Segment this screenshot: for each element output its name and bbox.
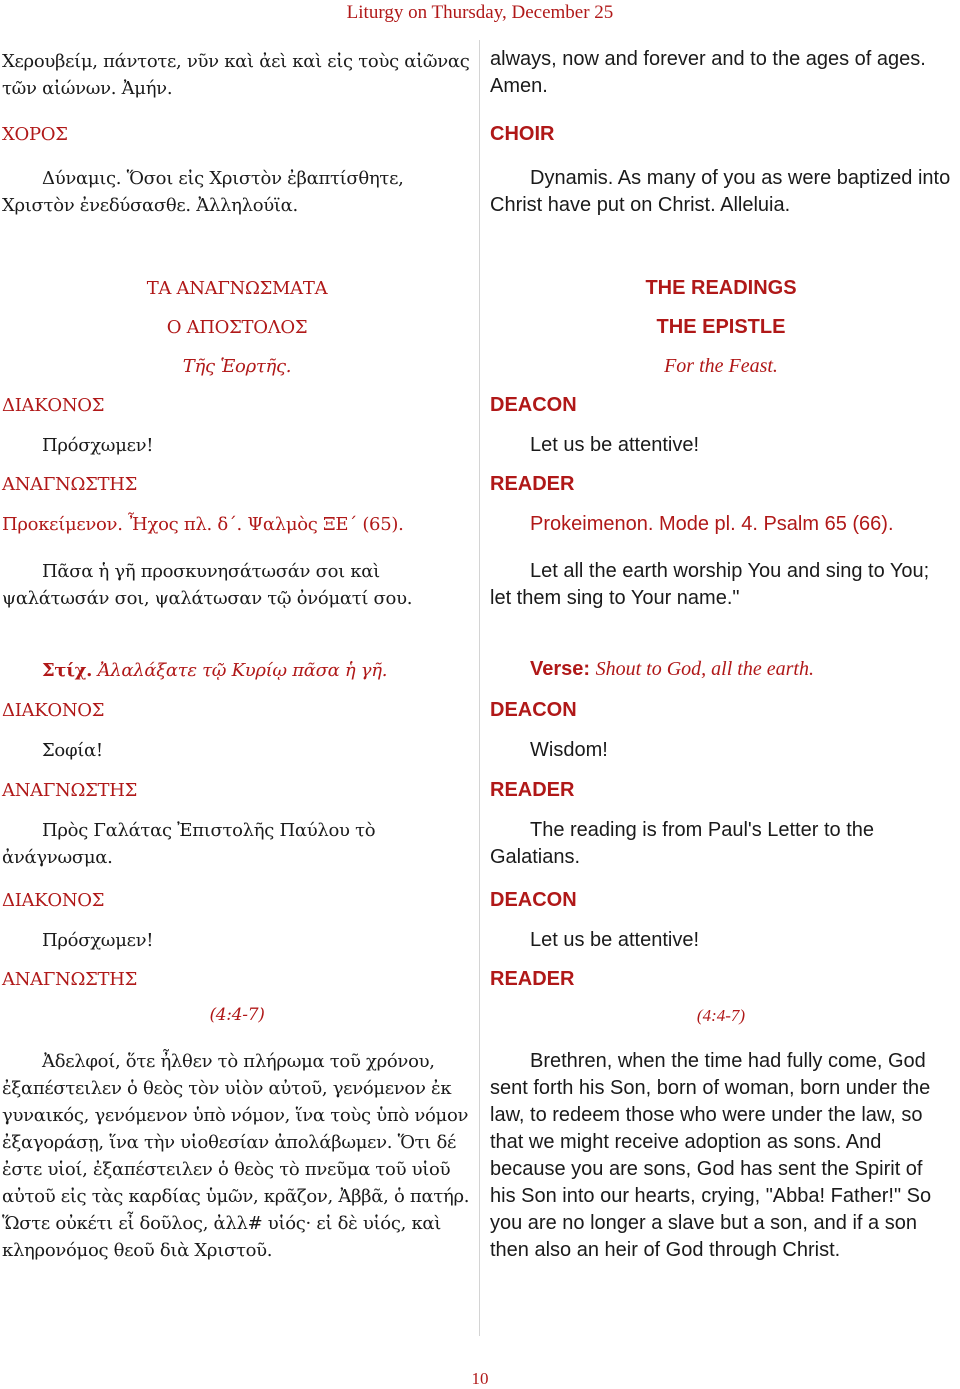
- greek-verse: [2, 657, 472, 684]
- english-feast-subtitle: For the Feast.: [664, 355, 778, 377]
- greek-verse-label: Στίχ.: [42, 660, 93, 681]
- english-epistle-title: THE EPISTLE: [656, 316, 786, 338]
- english-deacon-label: DEACON: [490, 699, 577, 721]
- english-wisdom-line: Wisdom!: [530, 739, 608, 761]
- greek-attend-line: Πρόσχωμεν!: [42, 435, 154, 456]
- greek-reading-intro: Πρὸς Γαλάτας Ἐπιστολῆς Παύλου τὸ ἀνάγνωσμα.: [2, 820, 376, 868]
- english-doxology-end: always, now and forever and to the ages of ages. Amen.: [490, 48, 926, 97]
- english-readings-title: THE READINGS: [645, 277, 797, 299]
- greek-reader-label: ΑΝΑΓΝΩΣΤΗΣ: [2, 780, 138, 801]
- english-attend-line: Let us be attentive!: [530, 929, 700, 951]
- greek-verse-text: Ἀλαλάξατε τῷ Κυρίῳ πᾶσα ἡ γῆ.: [97, 660, 388, 681]
- english-choir-text: Dynamis. As many of you as were baptized into Christ have put on Christ. Alleluia.: [490, 167, 951, 216]
- english-verse: [490, 656, 952, 683]
- greek-doxology-end: Χερουβείμ, πάντοτε, νῦν καὶ ἀεὶ καὶ εἰς τοὺς αἰῶνας τῶν αἰώνων. Ἀμήν.: [2, 51, 470, 99]
- english-reading-intro: The reading is from Paul's Letter to the Galatians.: [490, 819, 874, 868]
- greek-deacon-label: ΔΙΑΚΟΝΟΣ: [2, 700, 105, 721]
- greek-deacon-label: ΔΙΑΚΟΝΟΣ: [2, 890, 105, 911]
- greek-choir-text: Δύναμις. Ὅσοι εἰς Χριστὸν ἐβαπτίσθητε, Χριστὸν ἐνεδύσασθε. Ἀλληλούϊα.: [2, 168, 404, 216]
- english-reader-label: READER: [490, 968, 575, 990]
- greek-prokeimenon: Προκείμενον. Ἦχος πλ. δ΄. Ψαλμὸς ΞΕ΄ (65).: [2, 514, 404, 535]
- greek-reference: (4:4-7): [209, 1005, 265, 1025]
- english-psalm-text: Let all the earth worship You and sing to You; let them sing to Your name.": [490, 560, 930, 609]
- english-verse-text: Shout to God, all the earth.: [595, 658, 814, 680]
- greek-feast-subtitle: Τῆς Ἑορτῆς.: [182, 356, 292, 377]
- english-attend-line: Let us be attentive!: [530, 434, 700, 456]
- english-deacon-label: DEACON: [490, 394, 577, 416]
- english-deacon-label: DEACON: [490, 889, 577, 911]
- page-number: 10: [471, 1369, 489, 1388]
- running-header: Liturgy on Thursday, December 25: [346, 2, 614, 23]
- english-epistle-text: Brethren, when the time had fully come, God sent forth his Son, born of woman, born under the law, to redeem those who were under the law, so that we might receive adoption as sons. And because you are sons, God has sent the Spirit of his Son into our hearts, crying, "Abba! Father!" So you are no longer a slave but a son, and if a son then also an heir of God through Christ.: [490, 1050, 932, 1261]
- greek-deacon-label: ΔΙΑΚΟΝΟΣ: [2, 395, 105, 416]
- english-reference: (4:4-7): [696, 1006, 746, 1025]
- greek-epistle-title: Ο ΑΠΟΣΤΟΛΟΣ: [166, 317, 308, 338]
- greek-attend-line: Πρόσχωμεν!: [42, 930, 154, 951]
- greek-wisdom-line: Σοφία!: [42, 740, 103, 761]
- english-choir-label: CHOIR: [490, 123, 555, 145]
- greek-reader-label: ΑΝΑΓΝΩΣΤΗΣ: [2, 474, 138, 495]
- english-reader-label: READER: [490, 473, 575, 495]
- english-reader-label: READER: [490, 779, 575, 801]
- greek-reader-label: ΑΝΑΓΝΩΣΤΗΣ: [2, 969, 138, 990]
- english-verse-label: Verse:: [530, 658, 591, 680]
- column-divider: [479, 40, 480, 1336]
- greek-readings-title: ΤΑ ΑΝΑΓΝΩΣΜΑΤΑ: [146, 278, 328, 299]
- greek-psalm-text: Πᾶσα ἡ γῆ προσκυνησάτωσάν σοι καὶ ψαλάτωσάν σοι, ψαλάτωσαν τῷ ὀνόματί σου.: [2, 561, 413, 609]
- greek-epistle-text: Ἀδελφοί, ὅτε ἦλθεν τὸ πλήρωμα τοῦ χρόνου, ἐξαπέστειλεν ὁ θεὸς τὸν υἱὸν αὐτοῦ, γενόμενον ἐκ γυναικός, γενόμενον ὑπὸ νόμον, ἵνα τοὺς ὑπὸ νόμον ἐξαγοράσῃ, ἵνα τὴν υἱοθεσίαν ἀπολάβωμεν. Ὅτι δέ ἐστε υἱοί, ἐξαπέστειλεν ὁ θεὸς τὸ πνεῦμα τοῦ υἱοῦ αὐτοῦ εἰς τὰς καρδίας ὑμῶν, κρᾶζον, Ἀββᾶ, ὁ πατήρ. Ὥστε οὐκέτι εἶ δοῦλος, ἀλλ# υἱός· εἰ δὲ υἱός, καὶ κληρονόμος θεοῦ διὰ Χριστοῦ.: [2, 1051, 470, 1261]
- english-prokeimenon: Prokeimenon. Mode pl. 4. Psalm 65 (66).: [530, 513, 894, 535]
- greek-choir-label: ΧΟΡΟΣ: [2, 124, 68, 145]
